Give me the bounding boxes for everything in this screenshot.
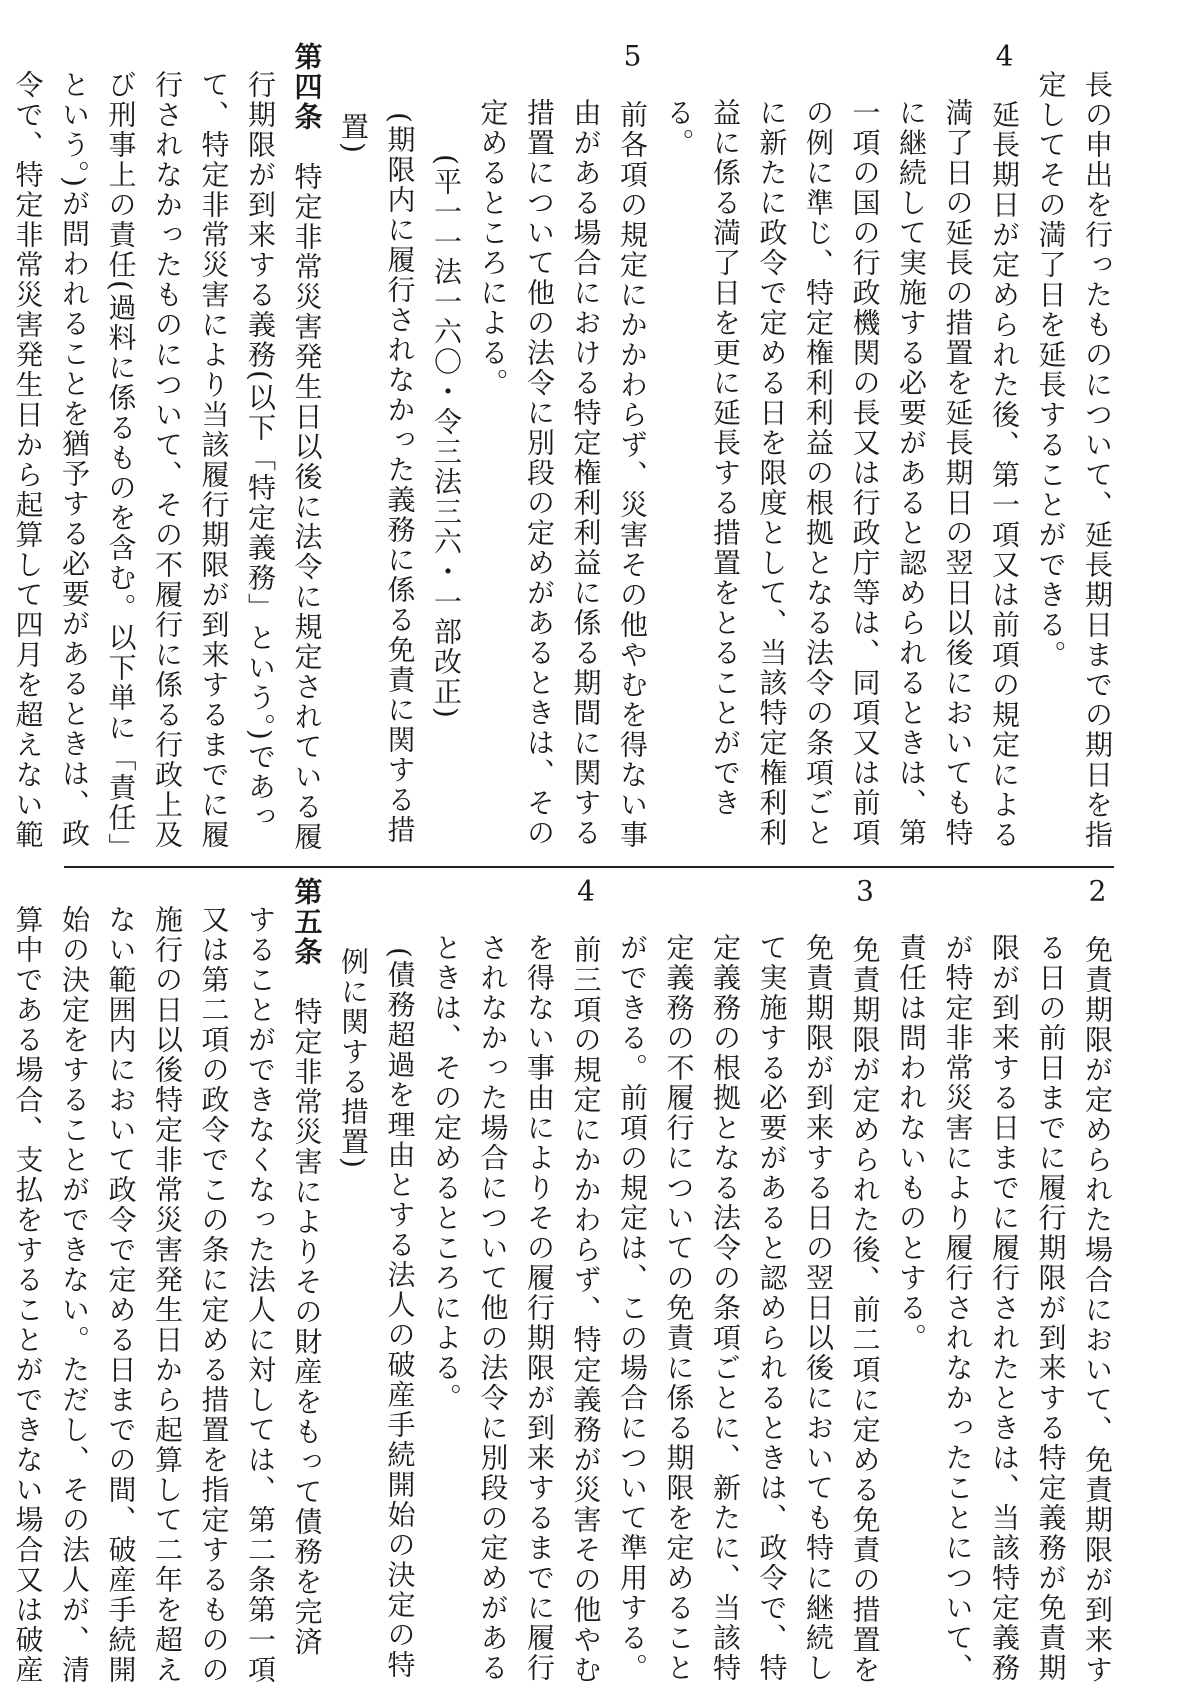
paragraph-5: 5 前各項の規定にかかわらず、災害その他やむを得ない事由がある場合における特定権利利益に係る期間に関する措置について他の法令に別段の定めがあるときは、その定めるところによる。 (476, 42, 649, 850)
paragraph-text: 前各項の規定にかかわらず、災害その他やむを得ない事由がある場合における特定権利利益に係る期間に関する措置について他の法令に別段の定めがあるときは、その定めるところによる。 (476, 98, 649, 850)
article-5-heading: (債務超過を理由とする法人の破産手続開始の決定の特例に関する措置) (337, 947, 417, 1680)
paragraph-text: 免責期限が定められた場合において、免責期限が到来する日の前日までに履行期限が到来する特定義務が免責期限が到来する日までに履行されたときは、当該特定義務が特定非常災害により履行されなかったことについて、責任は問われないものとする。 (895, 933, 1114, 1685)
article-4-heading: (期限内に履行されなかった義務に係る免責に関する措置) (337, 112, 417, 845)
paragraph-text: 前三項の規定にかかわらず、特定義務が災害その他やむを得ない事由によりその履行期限が到来するまでに履行されなかった場合について他の法令に別段の定めがあるときは、その定めるところによる。 (430, 933, 603, 1685)
bottom-text-block (11, 877, 1120, 1685)
top-text-block (11, 42, 1120, 860)
paragraph-text: 免責期限が定められた後、前二項に定める免責の措置を免責期限が到来する日の翌日以後においても特に継続して実施する必要があると認められるときは、政令で、特定義務の根拠となる法令の条項ごとに、新たに、当該特定義務の不履行についての免責に係る期限を定めることができる。前項の規定は、この場合について準用する。 (616, 933, 882, 1685)
article-label: 第四条 (290, 42, 324, 132)
article-text: 特定非常災害によりその財産をもって債務を完済することができなくなった法人に対しては、第二条第一項又は第二項の政令でこの条に定める措置を指定するものの施行の日以後特定非常災害発生日から起算して二年を超えない範囲内において政令で定める日までの間、破産手続開始の決定をすることができない。ただし、その法人が、清算中である場合、支払をすることができない場合又は破産 (11, 905, 324, 1685)
article-label: 第五条 (290, 877, 324, 967)
paragraph-text: 延長期日が定められた後、第一項又は前項の規定による満了日の延長の措置を延長期日の翌日以後においても特に継続して実施する必要があると認められるときは、第一項の国の行政機関の長又は行政庁等は、同項又は前項の例に準じ、特定権利利益の根拠となる法令の条項ごとに新たに政令で定める日を限度として、当該特定権利利益に係る満了日を更に延長する措置をとることができる。 (662, 98, 1021, 850)
article-4 (0, 42, 330, 860)
paragraph-4: 4 延長期日が定められた後、第一項又は前項の規定による満了日の延長の措置を延長期日の翌日以後においても特に継続して実施する必要があると認められるときは、第一項の国の行政機関の長又は行政庁等は、同項又は前項の例に準じ、特定権利利益の根拠となる法令の条項ごとに新たに政令で定める日を限度として、当該特定権利利益に係る満了日を更に延長する措置をとることができる。 (662, 42, 1021, 850)
paragraph-continuation: 長の申出を行ったものについて、延長期日までの期日を指定してその満了日を延長することができる。 (1034, 70, 1114, 850)
article-text: 特定非常災害発生日以後に法令に規定されている履行期限が到来する義務(以下「特定義務」という。)であって、特定非常災害により当該履行期限が到来するまでに履行されなかったものについて、その不履行に係る行政上及び刑事上の責任(過料に係るものを含む。以下単に「責任」という。)が問われることを猶予する必要があるときは、政令で、特定非常災害発生日から起算して四月を超えない範 (11, 70, 324, 852)
page-divider (64, 866, 1114, 868)
paragraph-4: 4 前三項の規定にかかわらず、特定義務が災害その他やむを得ない事由によりその履行期限が到来するまでに履行されなかった場合について他の法令に別段の定めがあるときは、その定めるところによる。 (430, 877, 603, 1685)
article-5 (0, 877, 330, 1685)
paragraph-3: 3 免責期限が定められた後、前二項に定める免責の措置を免責期限が到来する日の翌日以後においても特に継続して実施する必要があると認められるときは、政令で、特定義務の根拠となる法令の条項ごとに、新たに、当該特定義務の不履行についての免責に係る期限を定めることができる。前項の規定は、この場合について準用する。 (616, 877, 882, 1685)
amendment-note: (平一一法一六〇・令三法三六・一部改正) (430, 154, 463, 720)
paragraph-2: 2 免責期限が定められた場合において、免責期限が到来する日の前日までに履行期限が到来する特定義務が免責期限が到来する日までに履行されたときは、当該特定義務が特定非常災害により履行されなかったことについて、責任は問われないものとする。 (895, 877, 1114, 1685)
